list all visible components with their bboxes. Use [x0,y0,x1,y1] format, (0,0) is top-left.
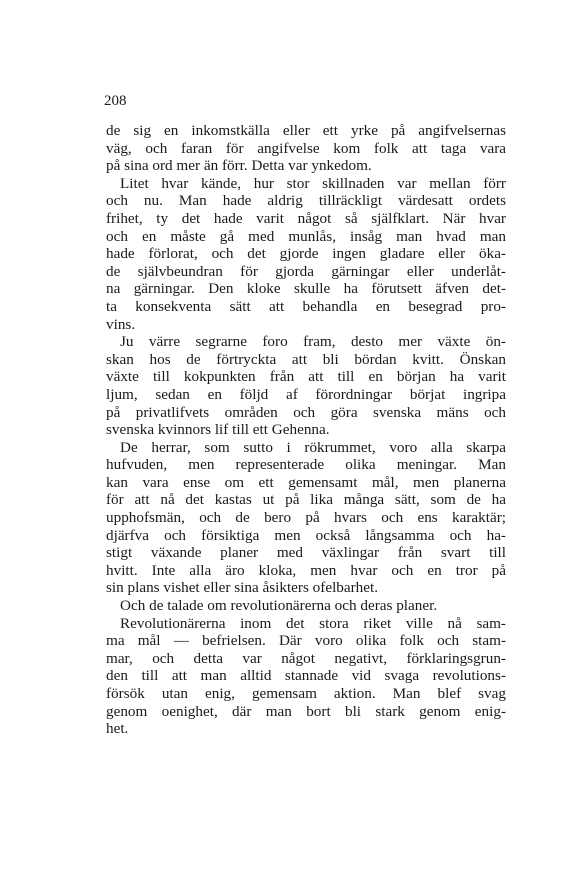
text-line: hvitt. Inte alla äro kloka, men hvar och en tror på [106,561,506,579]
text-line: vins. [106,315,136,333]
text-line: och nu. Man hade aldrig tillräckligt värdesatt ordets [106,192,506,210]
text-line: Ju värre segrarne foro fram, desto mer växte ön- [120,333,506,351]
text-line: frihet, ty det hade varit något så själfklart. När hvar [106,209,506,227]
text-line: De herrar, som sutto i rökrummet, voro alla skarpa [120,438,506,456]
text-line: Revolutionärerna inom det stora riket ville nå sam- [120,614,506,632]
text-line: de sig en inkomstkälla eller ett yrke på angifvelsernas [106,122,506,139]
text-line: ma mål — befrielsen. Där voro olika folk och stam- [106,632,506,650]
text-line: den till att man alltid stannade vid svaga revolutions- [106,667,506,685]
text-line: kan vara ense om ett gemensamt mål, men planerna [106,473,506,491]
text-line: ljum, sedan en följd af förordningar börjat ingripa [106,385,506,403]
text-line: hufvuden, men representerade olika meningar. Man [106,456,506,474]
text-line: na gärningar. Den kloke skulle ha förutsett äfven det- [106,280,506,298]
text-line: het. [106,720,129,738]
text-line: Och de talade om revolutionärerna och deras planer. [120,597,438,615]
paragraph [106,597,506,615]
page-number: 208 [104,93,127,109]
text-line: väg, och faran för angifvelse kom folk att taga vara [106,139,506,157]
text-line: på sina ord mer än förr. Detta var ynkedom. [106,157,372,175]
text-line: försök utan enig, gemensam aktion. Man blef svag [106,685,506,702]
text-line: skan hos de förtryckta att bli bördan kvitt. Önskan [106,350,506,368]
body-text [106,122,506,738]
text-line: på privatlifvets områden och göra svenska mäns och [106,403,506,421]
text-line: Litet hvar kände, hur stor skillnaden var mellan förr [120,174,506,192]
text-line: de självbeundran för gjorda gärningar eller underlåt- [106,262,506,280]
text-line: mar, och detta var något negativt, förklaringsgrun- [106,649,506,667]
paragraph [106,122,506,175]
text-line: ta konsekventa sätt att behandla en besegrad pro- [106,297,506,315]
text-line: hade förlorat, och det gjorde ingen gladare eller öka- [106,245,506,263]
paragraph [106,615,506,738]
text-line: djärfva och försiktiga men också långsamma och ha- [106,526,506,544]
paragraph [106,439,506,597]
paragraph [106,333,506,439]
text-line: svenska kvinnors lif till ett Gehenna. [106,421,330,439]
text-line: och en måste gå med munlås, insåg man hvad man [106,227,506,245]
paragraph [106,175,506,333]
text-line: genom oenighet, där man bort bli stark genom enig- [106,702,506,720]
text-line: sin plans vishet eller sina åsikters ofelbarhet. [106,579,379,597]
text-line: för att nå det kastas ut på lika många sätt, som de ha [106,491,506,509]
text-line: upphofsmän, och de bero på hvars och ens karaktär; [106,509,506,527]
text-line: stigt växande planer med växlingar från svart till [106,544,506,562]
text-line: växte till kokpunkten från att till en början ha varit [106,368,506,386]
